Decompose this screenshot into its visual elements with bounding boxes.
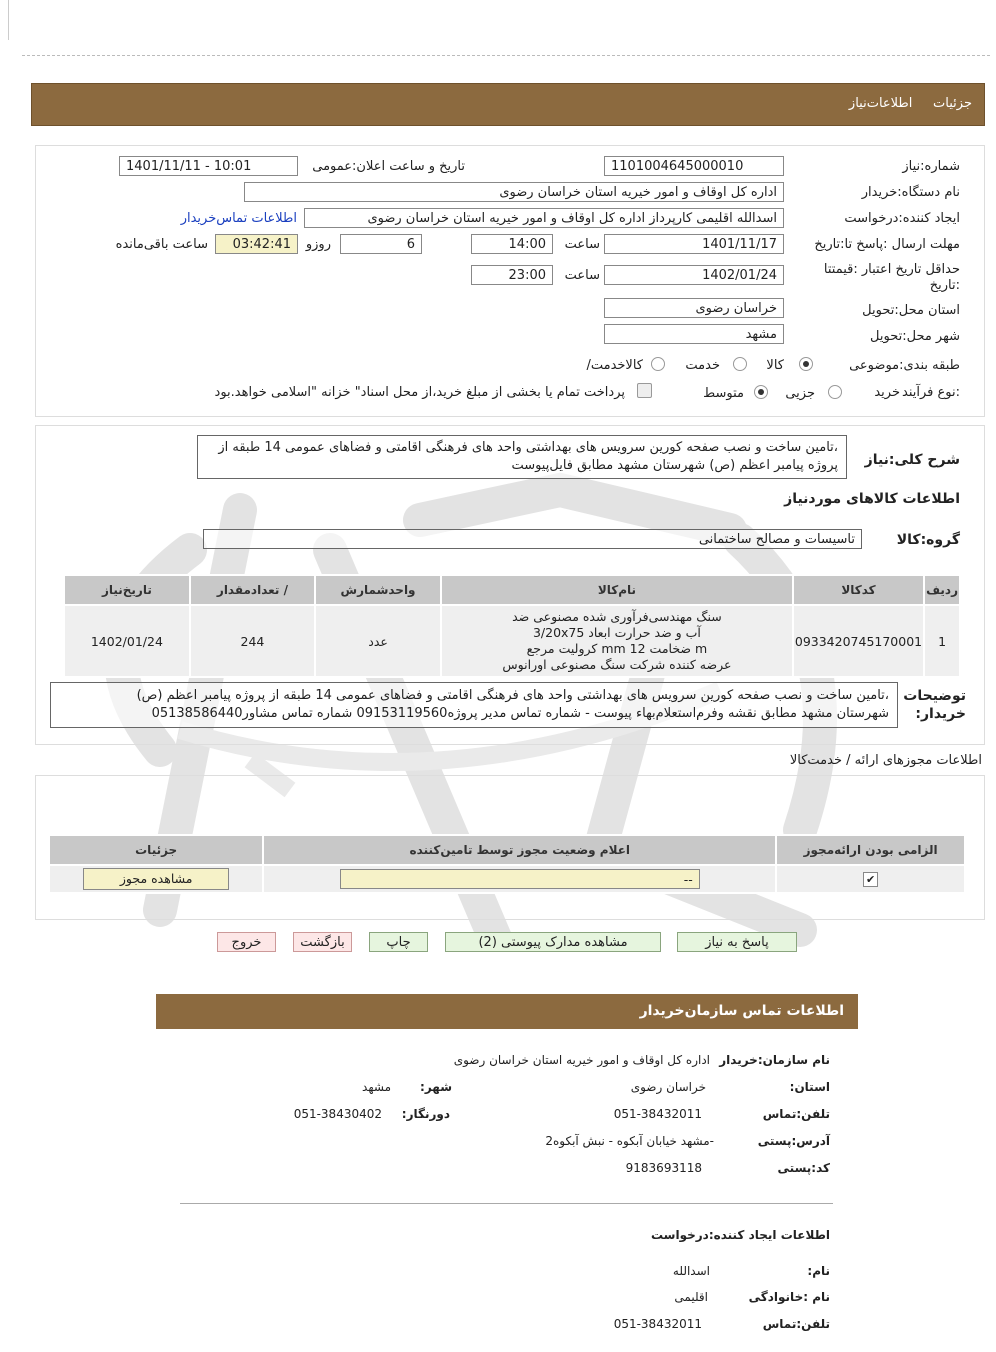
goods-table [63,574,961,678]
process-minor-radio[interactable] [828,385,842,399]
creator-info-title: اطلاعات ایجاد کننده:درخواست [650,1228,830,1242]
buyer-notes-box [50,682,898,728]
required-checkbox[interactable]: ✔ [863,872,878,887]
creator-name-value: اسدالله [672,1264,710,1278]
announce-date-label: تاریخ و ساعت اعلان:عمومی [312,159,465,174]
col-header-details: جزئیات [49,835,263,865]
permits-title: اطلاعات مجوزهای ارائه / خدمت‌کالا [789,753,982,768]
contact-postal-value: 9183693118 [625,1161,702,1175]
table-row [64,605,960,677]
validity-date-field: 1402/01/24 [604,265,784,285]
category-label: طبقه بندی:موضوعی [849,358,960,373]
col-header-name: نام‌کالا [441,575,793,605]
province-label: استان محل:تحویل [862,303,960,318]
creator-phone-value: 051-38432011 [613,1317,702,1331]
creator-family-value: اقلیمی [674,1290,708,1304]
contact-phone-label: تلفن:تماس [762,1107,830,1121]
cell-code: 0933420745170001 [793,605,924,677]
col-header-unit: واحدشمارش [315,575,441,605]
description-box: ،تامین ساخت و نصب صفحه کورین سرویس های بهداشتی واحد های فرهنگی اقامتی و فضاهای عمومی 14 طبقه از پروژه پیامبر اعظم (ص) شهرستان مشهد مطابق فایل‌پیوست [197,435,847,479]
validity-hour-label: ساعت [564,268,600,283]
deadline-label: مهلت ارسال :پاسخ تا:تاریخ [814,237,960,252]
top-dashed-divider [22,55,990,56]
tab-need-info[interactable]: اطلاعات‌نیاز [848,96,913,111]
contact-address-label: آدرس:پستی [757,1134,830,1148]
contact-phone-value: 051-38432011 [613,1107,702,1121]
contact-postal-label: کد:پستی [777,1161,830,1175]
city-label: شهر محل:تحویل [870,329,960,344]
contact-city-label: :شهر [420,1080,452,1094]
cell-qty: 244 [190,605,315,677]
process-medium-radio[interactable] [754,385,768,399]
cell-required [776,865,965,893]
category-goods-label: کالا [766,358,784,373]
announce-date-field: 1401/11/11 - 10:01 [119,156,298,176]
contact-org-label: نام سازمان:خریدار [719,1053,830,1067]
permits-table [48,834,966,894]
cell-index: 1 [924,605,960,677]
creator-family-label: نام :خانوادگی [748,1290,830,1304]
city-field: مشهد [604,324,784,344]
page-header-bar [31,83,985,126]
creator-label: ایجاد کننده:درخواست [844,211,960,226]
col-header-date: تاریخ‌نیاز [64,575,190,605]
tab-details[interactable]: جزئیات [933,96,972,111]
need-number-field: 1101004645000010 [604,156,784,176]
cell-date: 1402/01/24 [64,605,190,677]
goods-group-field: تاسیسات و مصالح ساختمانی [203,529,862,549]
exit-button[interactable]: خروج [217,932,276,952]
col-header-code: کدکالا [793,575,924,605]
category-service-label: خدمت [685,358,720,373]
days-label: روزو [305,237,331,252]
col-header-qty: / تعدادمقدار [190,575,315,605]
category-goods-radio[interactable] [799,357,813,371]
contact-divider [180,1203,833,1204]
creator-field: اسدالله اقلیمی کارپرداز اداره کل اوقاف و امور خیریه استان خراسان رضوی [304,208,784,228]
cell-details [49,865,263,893]
validity-label-line1: حداقل تاریخ اعتبار :قیمتتا [823,262,960,277]
creator-phone-label: تلفن:تماس [762,1317,830,1331]
deadline-time-field: 14:00 [471,234,553,254]
status-field[interactable]: -- [340,869,700,889]
payment-treasury-checkbox[interactable] [637,383,652,398]
contact-address-value: -مشهد خیابان آبکوه - نبش آبکوه2 [545,1134,714,1148]
remaining-time-field: 03:42:41 [215,234,298,254]
contact-province-label: :استان [789,1080,830,1094]
payment-treasury-note: پرداخت تمام یا بخشی از مبلغ خرید،از محل اسناد" خزانه "اسلامی خواهد.بود [214,385,625,400]
buyer-org-label: نام دستگاه:خریدار [861,185,960,200]
need-number-label: شماره:نیاز [902,159,960,174]
category-goods-service-radio[interactable] [651,357,665,371]
col-header-required: الزامی بودن ارائه‌مجوز [776,835,965,865]
page-left-border [8,0,9,40]
header-tabs [849,96,972,111]
process-buy-label: خرید [874,385,900,400]
buyer-notes-label-line1: توضیحات [903,688,966,704]
goods-group-label: گروه:کالا [896,532,960,548]
remaining-time-label: ساعت باقی‌مانده [115,237,208,252]
cell-unit: عدد [315,605,441,677]
process-medium-label: متوسط [703,386,744,401]
buyer-notes-line: ،تامین ساخت و نصب صفحه کورین سرویس های بهداشتی واحد های فرهنگی اقامتی و فضاهای عمومی 14 طبقه از پروژه پیامبر اعظم (ص) [136,688,889,703]
contact-org-value: اداره کل اوقاف و امور خیریه استان خراسان رضوی [453,1053,710,1067]
cell-name [441,605,793,677]
buyer-org-field: اداره کل اوقاف و امور خیریه استان خراسان رضوی [244,182,784,202]
cell-name-line: m ضخامت 12 mm کرولیت مرجع [526,641,708,656]
category-service-radio[interactable] [733,357,747,371]
deadline-date-field: 1401/11/17 [604,234,784,254]
validity-time-field: 23:00 [471,265,553,285]
goods-info-title: اطلاعات کالاهای موردنیاز [784,491,960,507]
buyer-contact-link[interactable]: اطلاعات تماس‌خریدار [180,211,297,226]
view-permit-button[interactable]: مشاهده مجوز [83,868,229,890]
contact-section-header [156,994,858,1029]
process-label: نوع فرآیند: [902,385,960,400]
contact-section-title: اطلاعات تماس سازمان‌خریدار [639,1003,844,1019]
attachments-button[interactable]: مشاهده مدارک پیوستی (2) [445,932,661,952]
buyer-notes-line: شهرستان مشهد مطابق نقشه وفرم‌استعلام‌بهاء پیوست - شماره تماس مدیر پروژه09153119560 شماره تماس مشاور05138586440 [151,706,889,721]
contact-province-value: خراسان رضوی [630,1080,706,1094]
cell-name-line: سنگ مهندسی‌فرآوری شده مصنوعی ضد [512,609,722,624]
process-minor-label: جزیی [785,386,815,401]
cell-status [263,865,776,893]
table-row [49,865,965,893]
col-header-status: اعلام وضعیت مجوز توسط تامین‌کننده [263,835,776,865]
contact-fax-value: 051-38430402 [293,1107,382,1121]
print-button[interactable]: چاپ [369,932,428,952]
deadline-hour-label: ساعت [564,237,600,252]
back-button[interactable]: بازگشت [293,932,352,952]
cell-name-line: عرضه کننده شرکت سنگ مصنوعی اورانوس [502,657,732,672]
contact-fax-label: :دورنگار [401,1107,450,1121]
creator-name-label: :نام [807,1264,830,1278]
col-header-index: ردیف [924,575,960,605]
description-label: شرح کلی:نیاز [864,452,960,468]
province-field: خراسان رضوی [604,298,784,318]
validity-label-line2: :تاریخ [929,278,960,293]
buyer-notes-label-line2: :خریدار [915,706,966,722]
category-goods-service-label: /کالاخدمت [586,358,643,373]
reply-button[interactable]: پاسخ به نیاز [677,932,797,952]
days-field: 6 [340,234,422,254]
cell-name-line: آب و ضد حرارت ابعاد 3/20x75 [532,625,701,640]
contact-city-value: مشهد [362,1080,391,1094]
